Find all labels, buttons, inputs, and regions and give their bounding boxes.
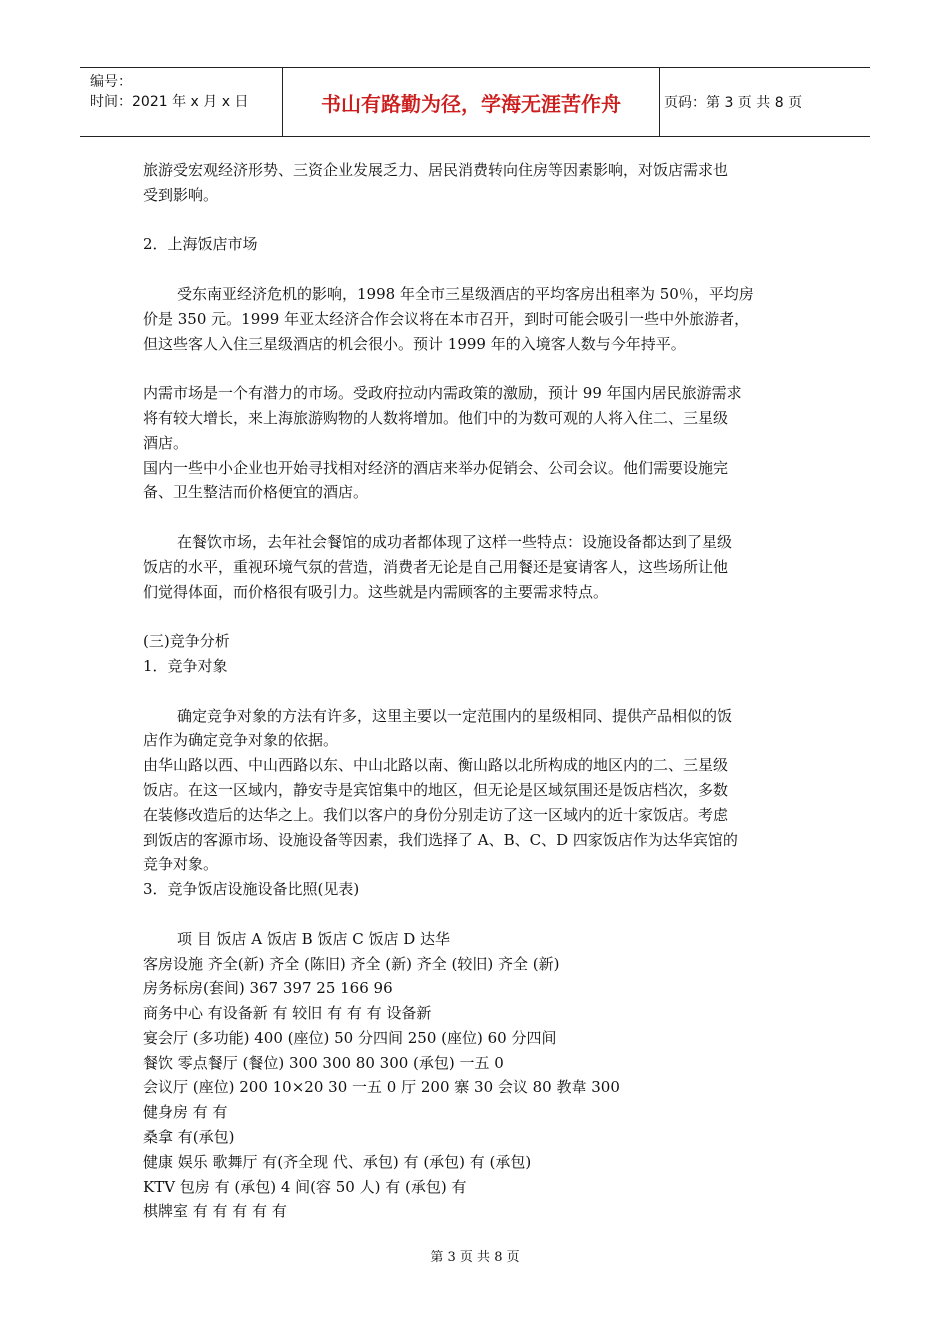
table-row-line: 客房设施 齐全(新) 齐全 (陈旧) 齐全 (新) 齐全 (较旧) 齐全 (新) bbox=[143, 954, 560, 973]
table-row-line: 宴会厅 (多功能) 400 (座位) 50 分四间 250 (座位) 60 分四间 bbox=[143, 1028, 557, 1047]
table-row-line: 商务中心 有设备新 有 较旧 有 有 有 设备新 bbox=[143, 1004, 432, 1023]
body-line: 到饭店的客源市场、设施设备等因素，我们选择了 A、B、C、D 四家饭店作为达华宾馆的 bbox=[143, 830, 738, 849]
section-heading: 3．竞争饭店设施设备比照(见表) bbox=[143, 880, 360, 899]
table-row-line: 健身房 有 有 bbox=[143, 1103, 228, 1122]
body-line: 竞争对象。 bbox=[143, 855, 219, 874]
table-row-line: 健康 娱乐 歌舞厅 有(齐全现 代、承包) 有 (承包) 有 (承包) bbox=[143, 1152, 532, 1171]
section-heading: (三)竞争分析 bbox=[143, 632, 230, 651]
table-row-line: 餐饮 零点餐厅 (餐位) 300 300 80 300 (承包) 一五 0 bbox=[143, 1053, 504, 1072]
body-line: 酒店。 bbox=[143, 433, 189, 452]
body-line: 受东南亚经济危机的影响，1998 年全市三星级酒店的平均客房出租率为 50％，平均房 bbox=[177, 284, 754, 303]
document-date-label: 时间：2021 年 x 月 x 日 bbox=[90, 94, 249, 110]
table-row-line: KTV 包房 有 (承包) 4 间(容 50 人) 有 (承包) 有 bbox=[143, 1177, 467, 1196]
body-line: 在装修改造后的达华之上。我们以客户的身份分别走访了这一区域内的近十家饭店。考虑 bbox=[143, 805, 729, 824]
body-line: 国内一些中小企业也开始寻找相对经济的酒店来举办促销会、公司会议。他们需要设施完 bbox=[143, 458, 729, 477]
document-body bbox=[143, 158, 813, 1224]
blank-line bbox=[143, 208, 813, 233]
body-line: 确定竞争对象的方法有许多，这里主要以一定范围内的星级相同、提供产品相似的饭 bbox=[177, 706, 733, 725]
body-line: 店作为确定竞争对象的依据。 bbox=[143, 731, 339, 750]
section-heading: 2．上海饭店市场 bbox=[143, 235, 258, 254]
section-heading: 1．竞争对象 bbox=[143, 656, 228, 675]
body-line: 受到影响。 bbox=[143, 185, 219, 204]
body-line: 饭店。在这一区域内，静安寺是宾馆集中的地区，但无论是区域氛围还是饭店档次，多数 bbox=[143, 780, 729, 799]
body-line: 在餐饮市场，去年社会餐馆的成功者都体现了这样一些特点：设施设备都达到了星级 bbox=[177, 532, 733, 551]
header-motto: 书山有路勤为径，学海无涯苦作舟 bbox=[321, 91, 621, 116]
body-line: 备、卫生整洁而价格便宜的酒店。 bbox=[143, 483, 369, 502]
body-line: 饭店的水平，重视环境气氛的营造，消费者无论是自己用餐还是宴请客人，这些场所让他 bbox=[143, 557, 729, 576]
blank-line bbox=[143, 356, 813, 381]
blank-line bbox=[143, 902, 813, 927]
table-row-line: 房务标房(套间) 367 397 25 166 96 bbox=[143, 979, 393, 998]
table-row-line: 桑拿 有(承包) bbox=[143, 1128, 235, 1147]
body-line: 内需市场是一个有潜力的市场。受政府拉动内需政策的激励，预计 99 年国内居民旅游需求 bbox=[143, 384, 742, 403]
body-line: 价是 350 元。1999 年亚太经济合作会议将在本市召开，到时可能会吸引一些中外旅游者， bbox=[143, 309, 750, 328]
body-line: 旅游受宏观经济形势、三资企业发展乏力、居民消费转向住房等因素影响，对饭店需求也 bbox=[143, 161, 729, 179]
document-number-label: 编号： bbox=[90, 74, 132, 90]
body-line: 由华山路以西、中山西路以东、中山北路以南、衡山路以北所构成的地区内的二、三星级 bbox=[143, 756, 729, 775]
body-line: 们觉得体面，而价格很有吸引力。这些就是内需顾客的主要需求特点。 bbox=[143, 582, 609, 601]
blank-line bbox=[143, 604, 813, 629]
body-line: 将有较大增长，来上海旅游购物的人数将增加。他们中的为数可观的人将入住二、三星级 bbox=[143, 408, 729, 427]
blank-line bbox=[143, 679, 813, 704]
blank-line bbox=[143, 505, 813, 530]
header-meta bbox=[90, 72, 248, 112]
page-header bbox=[80, 67, 870, 137]
table-row-line: 会议厅 (座位) 200 10×20 30 一五 0 厅 200 寨 30 会议 80 教韋 300 bbox=[143, 1078, 620, 1097]
header-page-number: 页码：第 3 页 共 8 页 bbox=[664, 95, 803, 111]
header-divider bbox=[659, 68, 660, 136]
blank-line bbox=[143, 257, 813, 282]
body-line: 但这些客人入住三星级酒店的机会很小。预计 1999 年的入境客人数与今年持平。 bbox=[143, 334, 686, 353]
table-row-line: 棋牌室 有 有 有 有 有 bbox=[143, 1202, 287, 1221]
table-header-line: 项 目 饭店 A 饭店 B 饭店 C 饭店 D 达华 bbox=[177, 929, 451, 948]
page-footer: 第 3 页 共 8 页 bbox=[430, 1250, 520, 1265]
